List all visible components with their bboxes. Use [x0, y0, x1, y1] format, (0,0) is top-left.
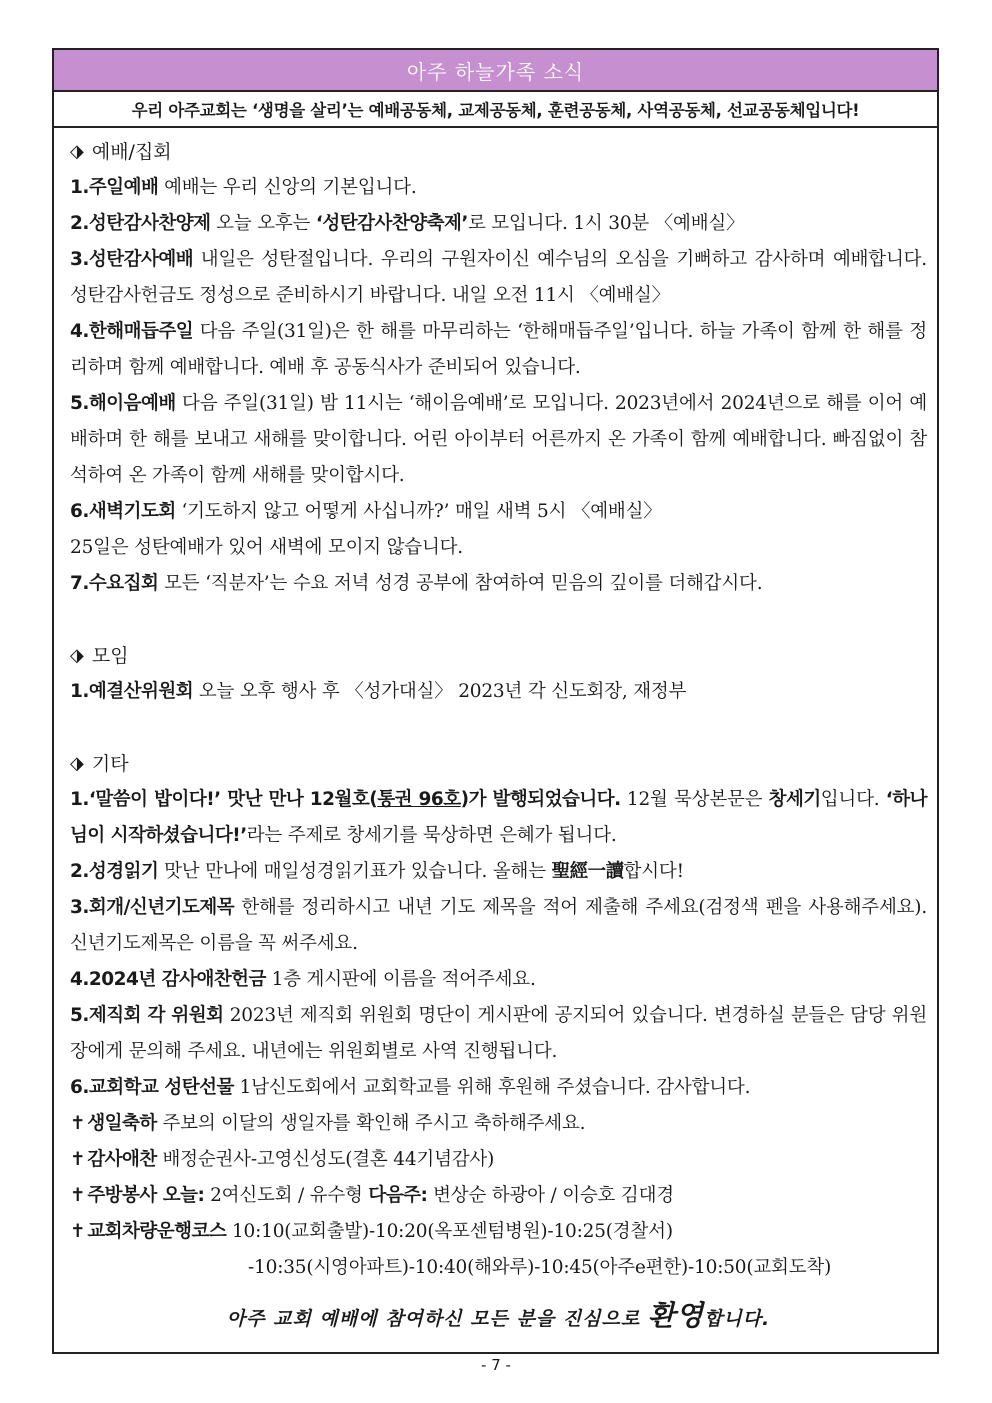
worship-item-6-note: 25일은 성탄예배가 있어 새벽에 모이지 않습니다. [70, 537, 463, 558]
worship-item-4: 4.한해매듭주일 다음 주일(31일)은 한 해를 마무리하는 ‘한해매듭주일’입니다. 하늘 가족이 함께 한 해를 정리하며 함께 예배합니다. 예배 후 공동식사가 준비되어 있습니다. [70, 321, 927, 378]
worship-item-7: 7.수요집회 모든 ‘직분자’는 수요 저녁 성경 공부에 참여하여 믿음의 깊이를 더해갑시다. [70, 573, 763, 594]
worship-item-1: 1.주일예배 예배는 우리 신앙의 기본입니다. [70, 177, 417, 198]
cross-icon: ✝ [70, 1221, 86, 1242]
section-title: 예배/집회 [91, 141, 172, 163]
kitchen-notice: ✝ 주방봉사 오늘: 2여신도회 / 유수형 다음주: 변상순 하광아 / 이승호 김대경 [70, 1185, 674, 1206]
content-body [54, 128, 937, 1334]
worship-item-3: 3.성탄감사예배 내일은 성탄절입니다. 우리의 구원자이신 예수님의 오심을 기뻐하고 감사하며 예배합니다. 성탄감사헌금도 정성으로 준비하시기 바랍니다. 내일 오전 11시 〈예배실〉 [70, 249, 927, 306]
birthday-notice: ✝ 생일축하 주보의 이달의 생일자를 확인해 주시고 축하해주세요. [70, 1113, 586, 1134]
etc-item-3: 3.회개/신년기도제목 한해를 정리하시고 내년 기도 제목을 적어 제출해 주세요(검정색 펜을 사용해주세요). 신년기도제목은 이름을 꼭 써주세요. [70, 897, 927, 954]
bus-route-cont: -10:35(시영아파트)-10:40(해와루)-10:45(아주e편한)-10:50(교회도착) [248, 1257, 832, 1278]
church-motto: 우리 아주교회는 ‘생명을 살리’는 예배공동체, 교제공동체, 훈련공동체, 사역공동체, 선교공동체입니다! [54, 92, 937, 128]
page-number: - 7 - [481, 1356, 511, 1374]
meeting-item-1: 1.예결산위원회 오늘 오후 행사 후 〈성가대실〉 2023년 각 신도회장, 재정부 [70, 681, 687, 702]
cross-icon: ✝ [70, 1185, 86, 1206]
closing-welcome: 아주 교회 예배에 참여하신 모든 분을 진심으로 환영합니다. [226, 1299, 771, 1332]
section-marker-icon: ⬗ [70, 645, 84, 666]
cross-icon: ✝ [70, 1113, 86, 1134]
section-header-meeting [70, 638, 927, 674]
etc-item-2: 2.성경읽기 맛난 만나에 매일성경읽기표가 있습니다. 올해는 聖經一讀합시다! [70, 861, 684, 882]
section-title: 기타 [91, 753, 129, 775]
worship-item-5: 5.해이음예배 다음 주일(31일) 밤 11시는 ‘해이음예배’로 모입니다. 2023년에서 2024년으로 해를 이어 예배하며 한 해를 보내고 새해를 맞이합니다. 어린 아이부터 어른까지 온 가족이 함께 예배합니다. 빠짐없이 참석하여 온 가족이 함께 새해를 맞이합시다. [70, 393, 927, 486]
page-title: 아주 하늘가족 소식 [54, 50, 937, 92]
section-header-worship [70, 134, 927, 170]
worship-item-2: 2.성탄감사찬양제 오늘 오후는 ‘성탄감사찬양축제’로 모입니다. 1시 30분 〈예배실〉 [70, 213, 745, 234]
etc-item-6: 6.교회학교 성탄선물 1남신도회에서 교회학교를 위해 후원해 주셨습니다. 감사합니다. [70, 1077, 751, 1098]
section-title: 모임 [91, 645, 129, 667]
bulletin-frame [52, 48, 939, 1354]
section-header-etc [70, 746, 927, 782]
thanks-notice: ✝ 감사애찬 배정순권사-고영신성도(결혼 44기념감사) [70, 1149, 495, 1170]
worship-item-6: 6.새벽기도회 ‘기도하지 않고 어떻게 사십니까?’ 매일 새벽 5시 〈예배실〉 [70, 501, 662, 522]
bus-route: ✝ 교회차량운행코스 10:10(교회출발)-10:20(옥포센텀병원)-10:25(경찰서) [70, 1221, 673, 1242]
etc-item-1: 1.‘말씀이 밥이다!’ 맛난 만나 12월호(통권 96호)가 발행되었습니다. 12월 묵상본문은 창세기입니다. ‘하나님이 시작하셨습니다!’라는 주제로 창세기를 묵상하면 은혜가 됩니다. [70, 789, 927, 846]
section-marker-icon: ⬗ [70, 753, 84, 774]
cross-icon: ✝ [70, 1149, 86, 1170]
etc-item-4: 4.2024년 감사애찬헌금 1층 게시판에 이름을 적어주세요. [70, 969, 536, 990]
section-marker-icon: ⬗ [70, 141, 84, 162]
etc-item-5: 5.제직회 각 위원회 2023년 제직회 위원회 명단이 게시판에 공지되어 있습니다. 변경하실 분들은 담당 위원장에게 문의해 주세요. 내년에는 위원회별로 사역 진행됩니다. [70, 1005, 927, 1062]
